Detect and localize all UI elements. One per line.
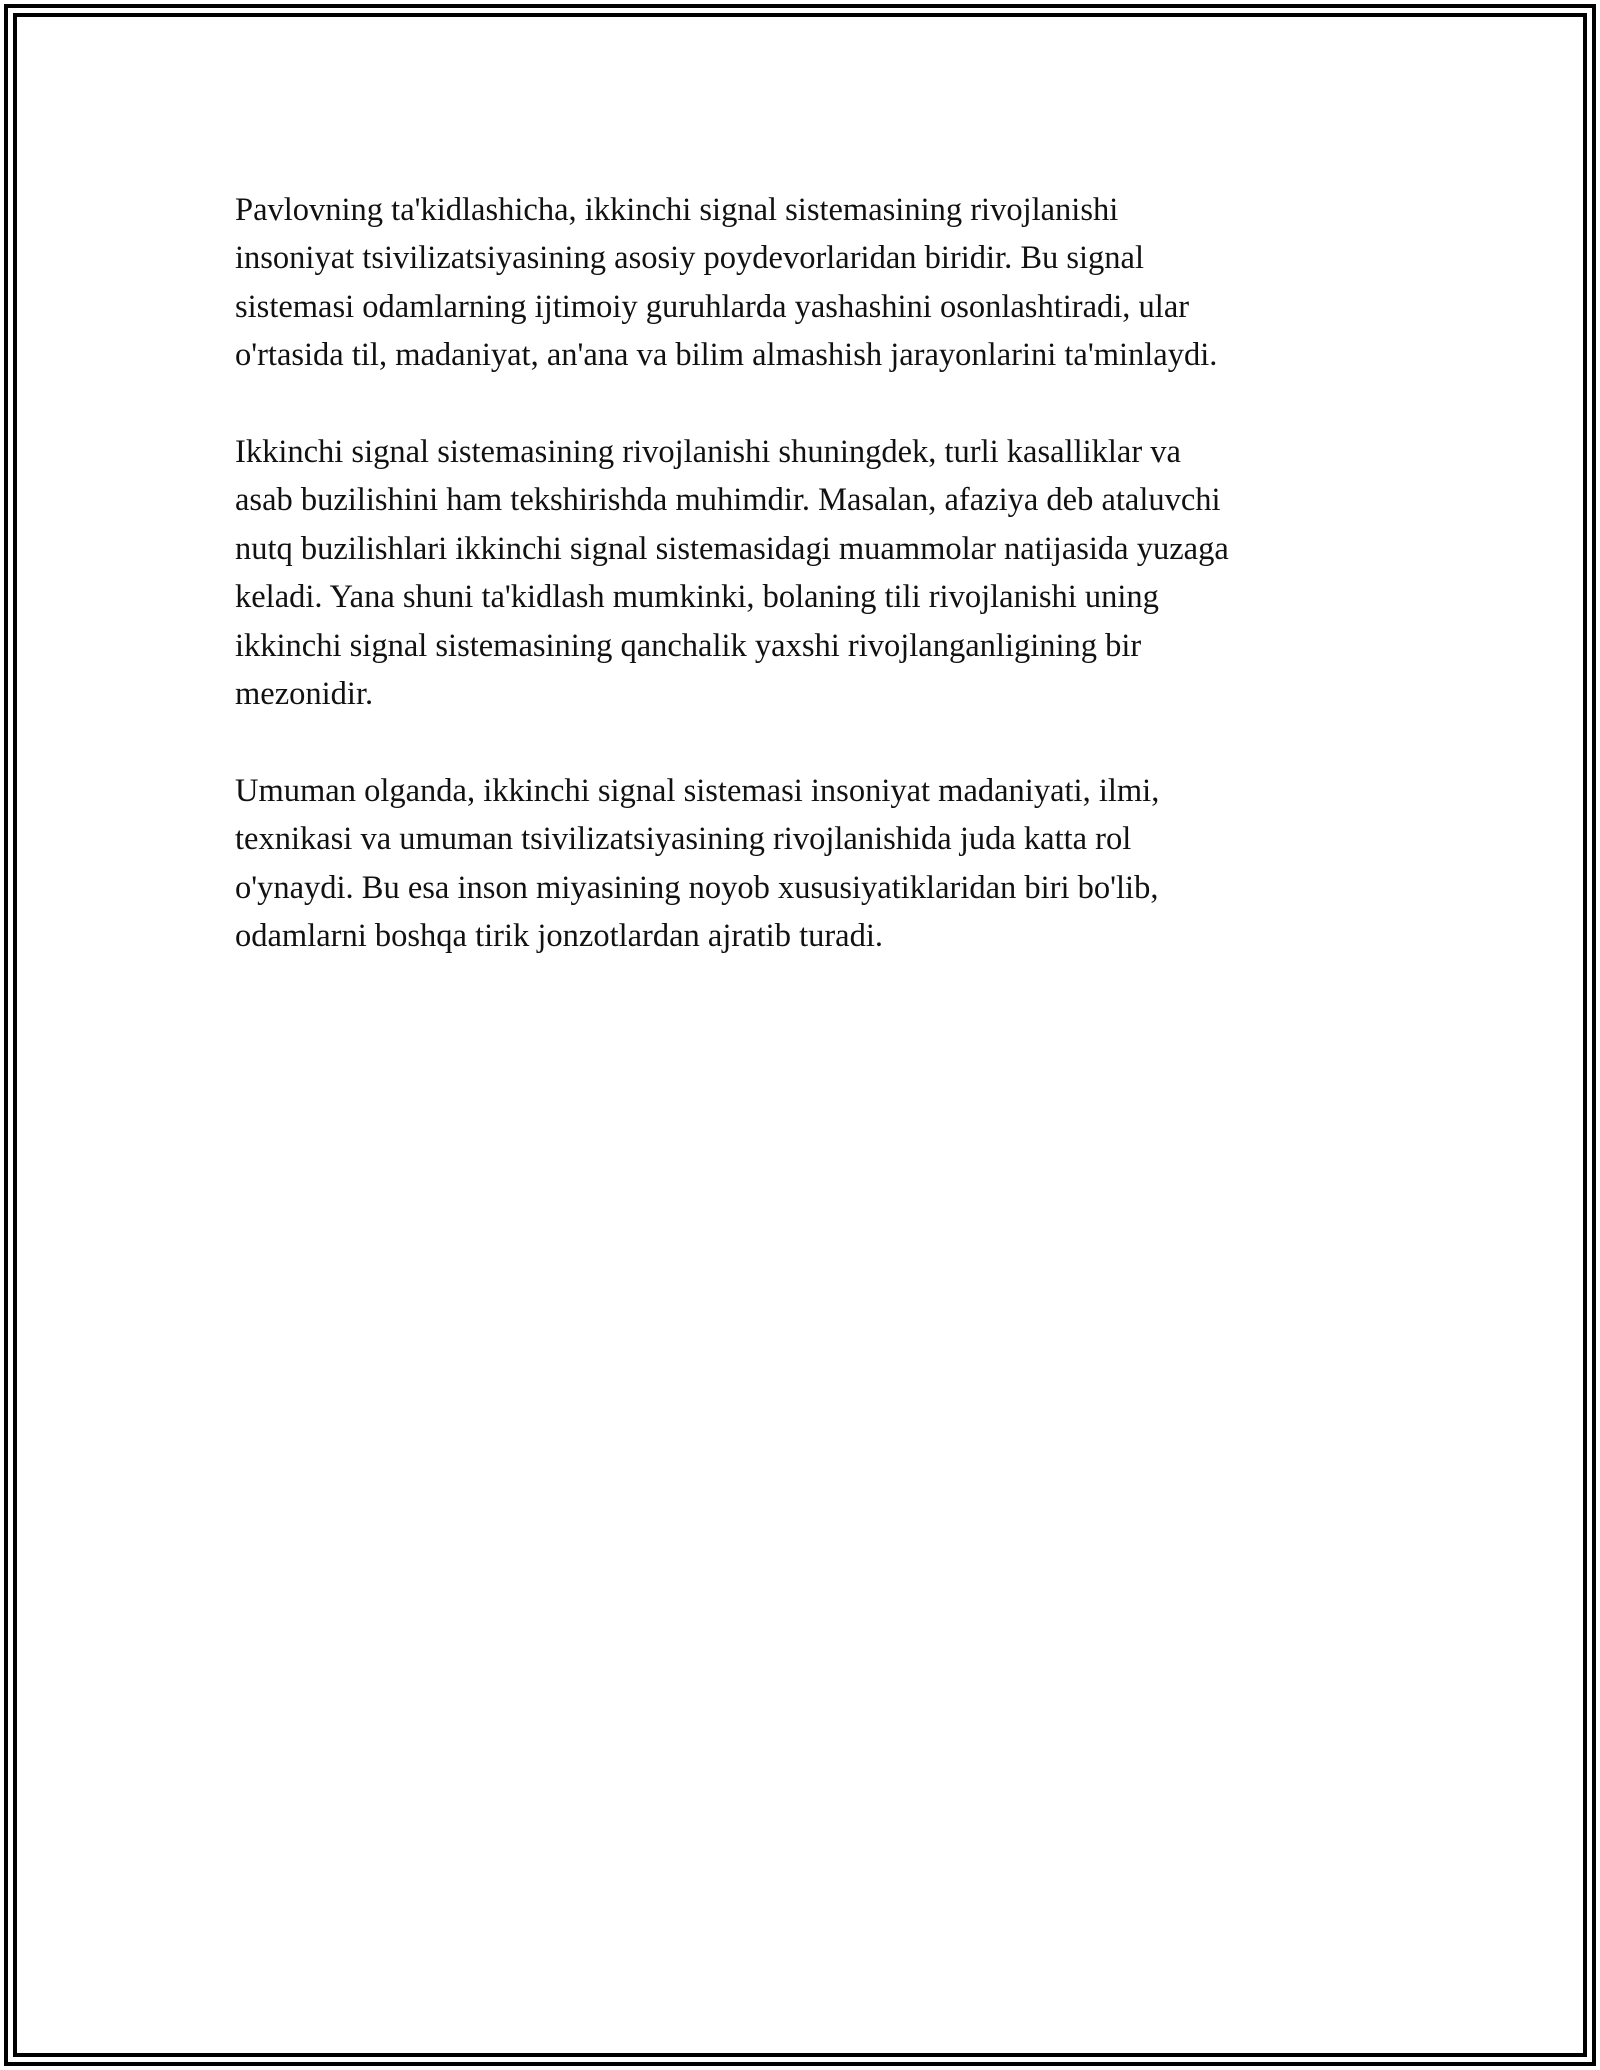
paragraph-line: o'rtasida til, madaniyat, an'ana va bilim almashish jarayonlarini ta'minlaydi. — [235, 337, 1218, 374]
paragraph-line: Pavlovning ta'kidlashicha, ikkinchi signal sistemasining rivojlanishi — [235, 192, 1119, 228]
paragraph-line: Ikkinchi signal sistemasining rivojlanishi shuningdek, turli kasalliklar va — [235, 434, 1181, 471]
paragraph-line: odamlarni boshqa tirik jonzotlardan ajratib turadi. — [235, 918, 884, 955]
paragraph-line: o'ynaydi. Bu esa inson miyasining noyob xususiyatiklaridan biri bo'lib, — [235, 869, 1159, 906]
document-body — [235, 186, 1375, 1009]
paragraph-3 — [235, 767, 1375, 961]
paragraph-line: insoniyat tsivilizatsiyasining asosiy poydevorlaridan biridir. Bu signal — [235, 240, 1145, 277]
paragraph-line: keladi. Yana shuni ta'kidlash mumkinki, bolaning tili rivojlanishi uning — [235, 579, 1159, 616]
paragraph-1 — [235, 186, 1375, 380]
paragraph-line: asab buzilishini ham tekshirishda muhimdir. Masalan, afaziya deb ataluvchi — [235, 482, 1221, 519]
paragraph-line: ikkinchi signal sistemasining qanchalik yaxshi rivojlanganligining bir — [235, 627, 1142, 664]
paragraph-line: texnikasi va umuman tsivilizatsiyasining rivojlanishida juda katta rol — [235, 821, 1132, 858]
paragraph-line: sistemasi odamlarning ijtimoiy guruhlarda yashashini osonlashtiradi, ular — [235, 288, 1190, 325]
paragraph-line: nutq buzilishlari ikkinchi signal sistemasidagi muammolar natijasida yuzaga — [235, 530, 1229, 567]
paragraph-line: mezonidir. — [235, 676, 374, 713]
paragraph-2 — [235, 428, 1375, 718]
paragraph-line: Umuman olganda, ikkinchi signal sistemasi insoniyat madaniyati, ilmi, — [235, 772, 1160, 809]
